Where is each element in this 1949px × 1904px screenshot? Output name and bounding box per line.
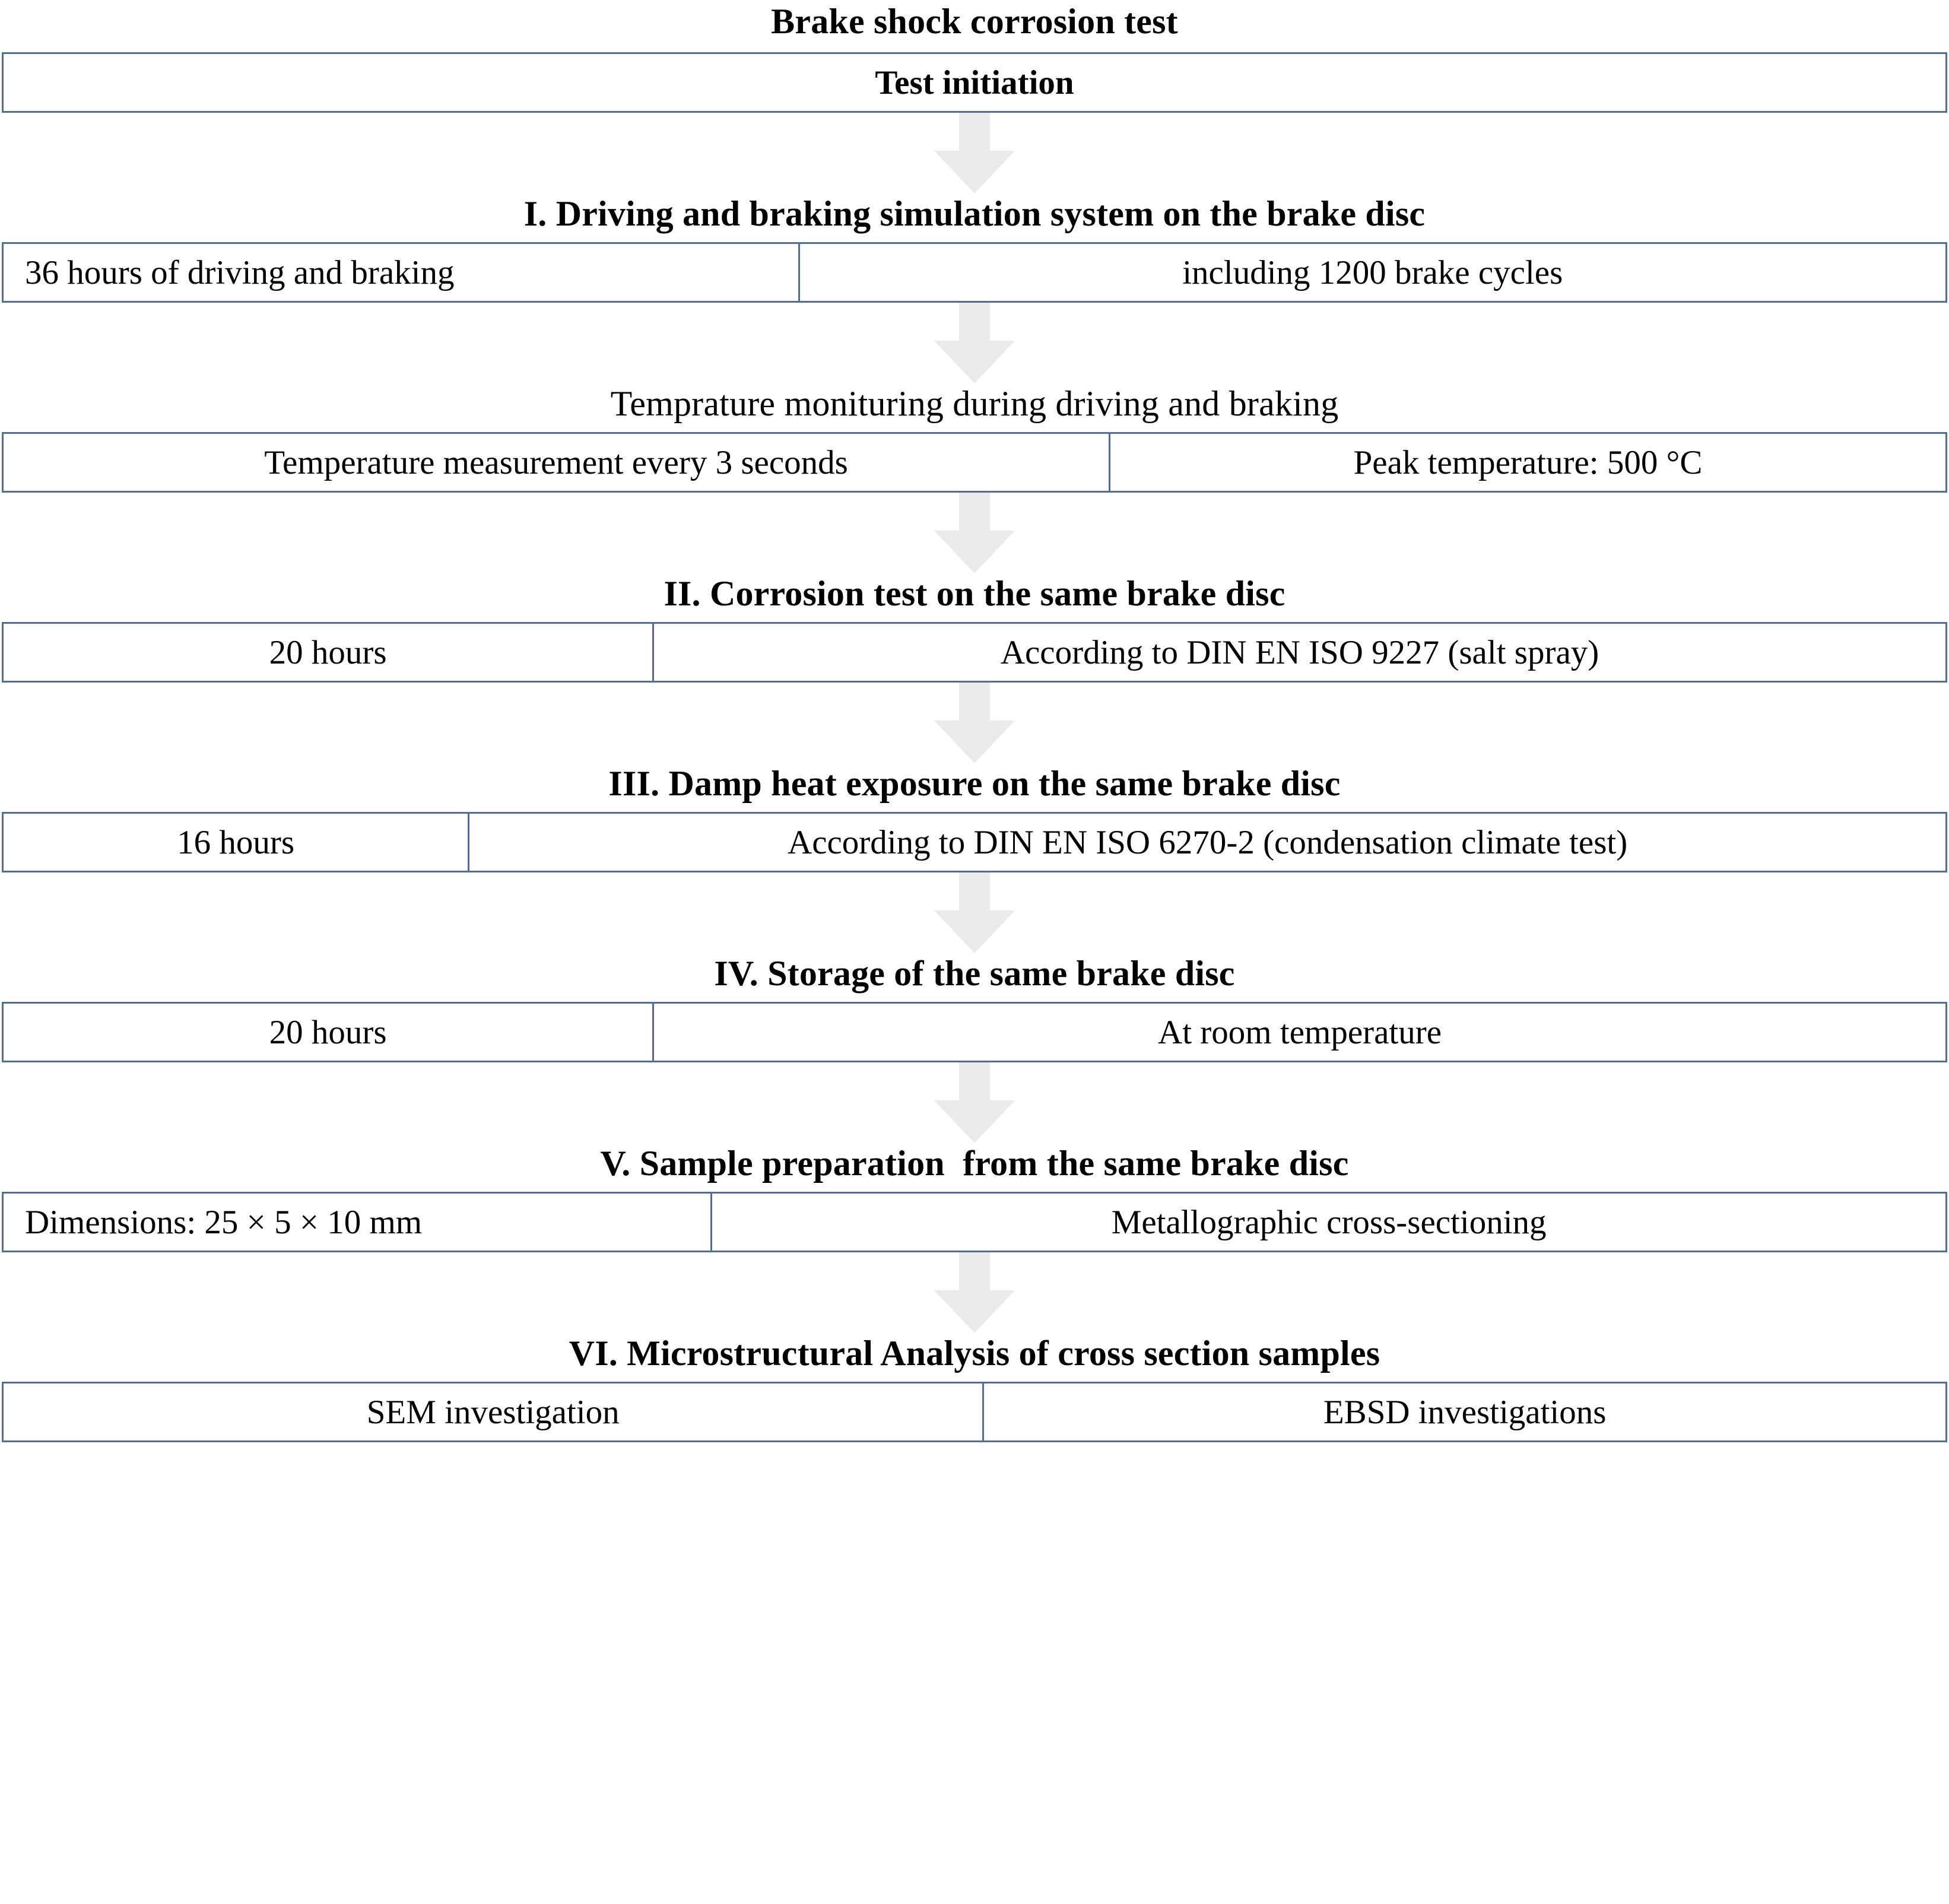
heading-step-1: I. Driving and braking simulation system on the brake disc	[523, 194, 1426, 233]
cell-5-right: At room temperature	[1158, 1013, 1442, 1051]
arrow-connector-6	[0, 1252, 1949, 1335]
cell-3-right: According to DIN EN ISO 9227 (salt spray)	[1000, 633, 1599, 671]
cell-6-left: Dimensions: 25 × 5 × 10 mm	[4, 1194, 712, 1251]
step-box-5	[2, 1002, 1947, 1062]
arrow-connector-4	[0, 872, 1949, 956]
step-box-test-initiation	[2, 52, 1947, 113]
arrow-connector-5	[0, 1062, 1949, 1145]
cell-1-right: including 1200 brake cycles	[1182, 253, 1563, 291]
step-box-3	[2, 622, 1947, 683]
down-arrow-icon	[915, 683, 1034, 766]
step-box-6	[2, 1192, 1947, 1252]
arrow-connector-3	[0, 683, 1949, 766]
down-arrow-icon	[915, 493, 1034, 576]
cell-test-initiation: Test initiation	[875, 64, 1074, 101]
cell-7-right: EBSD investigations	[1323, 1393, 1607, 1431]
arrow-connector-1	[0, 303, 1949, 386]
step-box-2	[2, 432, 1947, 493]
heading-step-5: V. Sample preparation from the same brake disc	[600, 1144, 1349, 1183]
down-arrow-icon	[915, 113, 1034, 196]
heading-temperature-monitoring: Temprature monituring during driving and braking	[610, 384, 1339, 423]
down-arrow-icon	[915, 1062, 1034, 1145]
step-box-1	[2, 242, 1947, 303]
cell-1-left: 36 hours of driving and braking	[4, 244, 800, 301]
cell-2-left: Temperature measurement every 3 seconds	[4, 434, 1110, 491]
cell-6-right: Metallographic cross-sectioning	[1111, 1203, 1547, 1241]
heading-step-2: II. Corrosion test on the same brake disc	[664, 574, 1285, 613]
arrow-connector-0	[0, 113, 1949, 196]
cell-5-left: 20 hours	[4, 1004, 654, 1061]
cell-7-left: SEM investigation	[4, 1383, 984, 1440]
step-box-4	[2, 812, 1947, 872]
down-arrow-icon	[915, 872, 1034, 956]
heading-step-6: VI. Microstructural Analysis of cross section samples	[569, 1334, 1380, 1373]
cell-3-left: 20 hours	[4, 624, 654, 681]
cell-2-right: Peak temperature: 500 °C	[1353, 443, 1703, 481]
heading-step-3: III. Damp heat exposure on the same brake disc	[608, 764, 1341, 803]
arrow-connector-2	[0, 493, 1949, 576]
cell-4-right: According to DIN EN ISO 6270-2 (condensation climate test)	[788, 823, 1628, 861]
cell-4-left: 16 hours	[4, 814, 469, 871]
down-arrow-icon	[915, 1252, 1034, 1335]
down-arrow-icon	[915, 303, 1034, 386]
heading-step-4: IV. Storage of the same brake disc	[714, 954, 1235, 993]
step-box-7	[2, 1382, 1947, 1442]
page-title: Brake shock corrosion test	[771, 2, 1178, 41]
